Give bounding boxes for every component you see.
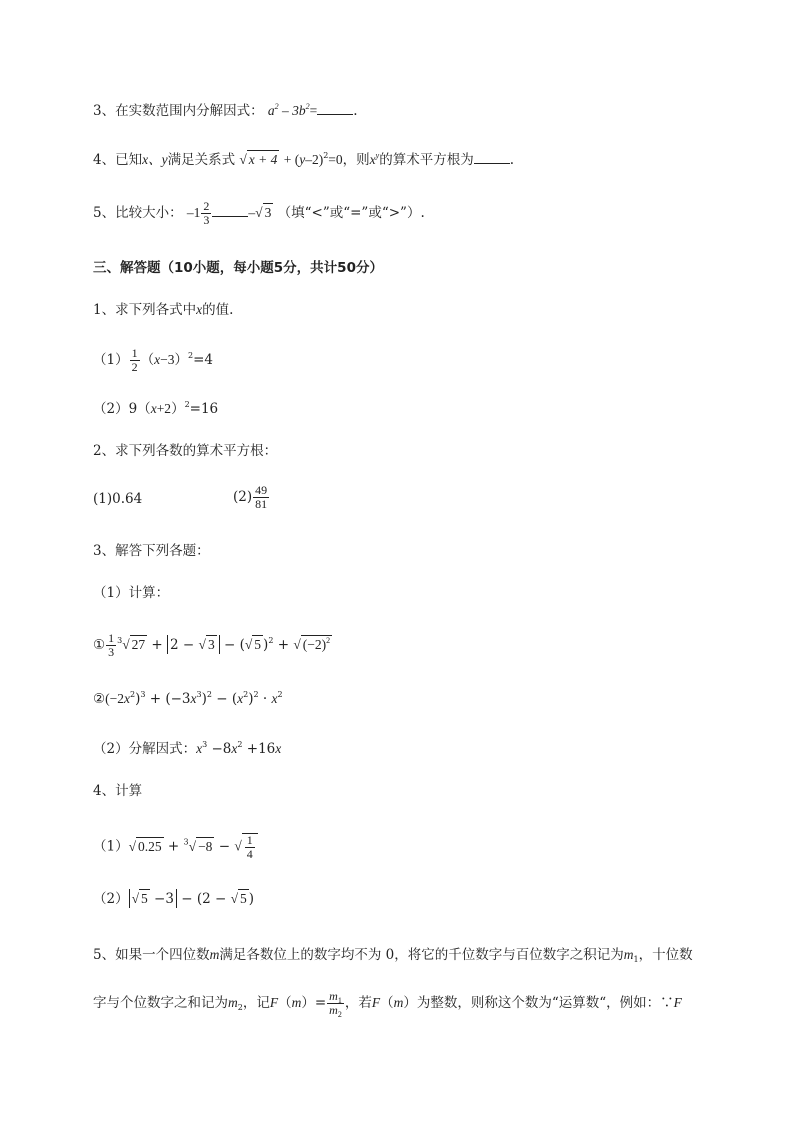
problem-3-expr-2: $②(-2x^2)^3 + (-3x^3)^2 - (x^2)^2 \cdot x^2$ [93,690,283,707]
question-4-label: 4、已知 [93,152,143,168]
problem-5-line-2: 字与个位数字之和记为$m_2$，记F（m）= $\frac{m_1}{m_2}$ ，若F（m）为整数，则称这个数为“运算数“，例如：∵F [93,989,682,1019]
question-4-fill: 4、已知x、y满足关系式 √ $x + 4 + (y-2)^2=0$，则$x^y$的算术平方根为 . [93,151,515,168]
problem-4-title: 4、计算 [93,783,143,799]
answer-blank[interactable] [212,203,248,217]
fraction-2-3: $\frac{2}{3}$ [203,199,210,227]
problem-2-item-2: (2) $\frac{49}{81}$ [233,483,268,511]
question-5-note: （填“<”或“=”或“>”）. [277,205,425,221]
problem-3-sub-2: （2）分解因式：$x^3 -8x^2 +16x$ [93,740,282,757]
problem-1-item-2: $(2)9(x+2)^2=16$ [93,400,219,417]
problem-4-item-2: （2） √ 5 −3 − (2 − √ 5 ) [93,891,255,907]
problem-1-item-1: （1） $\frac{1}{2}$ $(x-3)^2=4$ [93,346,213,374]
question-3-expression: $a^2 - 3b^2$ [267,102,310,118]
problem-2-item-1: (1)0.64 [93,491,143,507]
problem-4-item-1: （1）√ 0.25 + $^3$√ −8 − √ $\frac{1}{4}$ [93,833,258,861]
question-5-fill: 5、比较大小： –1 $\frac{2}{3}$ –√ 3 （填“<”或“=”或“>”）. [93,199,425,227]
question-3-label: 3、在实数范围内分解因式： [93,103,264,119]
problem-3-sub-1: （1）计算： [93,585,170,601]
question-5-label: 5、比较大小： [93,205,183,221]
question-4-tail: ，则 [342,152,370,168]
sqrt-x-plus-4: √ x + 4 [239,152,278,167]
question-4-vars: x、y [142,152,168,167]
problem-2-title: 2、求下列各数的算术平方根： [93,443,278,459]
problem-3-expr-1: ① $\frac{1}{3}$ $^3$√ 27 + 2 − √ 3 − (√ 5 )$^2$ + √ $(-2)^2$ [93,631,331,659]
problem-1-title: 1、求下列各式中x的值. [93,302,234,318]
question-4-tail2: 的算术平方根为 [379,152,474,168]
question-3-fill: 3、在实数范围内分解因式： $a^2 - 3b^2=$ . [93,102,358,119]
problem-5-line-1: 5、如果一个四位数m满足各数位上的数字均不为 0，将它的千位数字与百位数字之积记为$m_1$，十位数 [93,947,693,964]
section-title: 三、解答题（10小题，每小题5分，共计50分） [93,260,383,276]
problem-3-title: 3、解答下列各题： [93,543,210,559]
sqrt-3: √ 3 [255,205,272,220]
question-4-end: . [509,152,515,168]
question-4-mid: 满足关系式 [167,152,236,168]
answer-blank[interactable] [317,101,353,115]
answer-blank[interactable] [474,150,510,164]
